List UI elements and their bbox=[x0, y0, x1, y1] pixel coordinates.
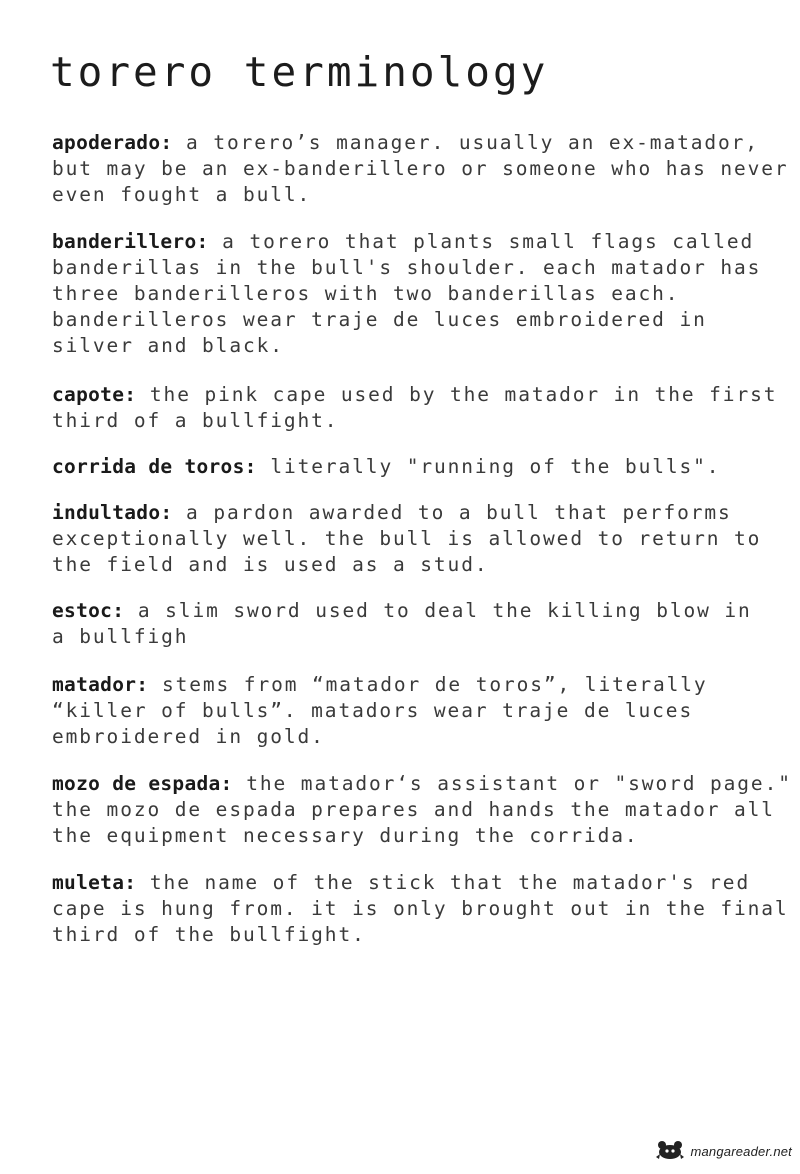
glossary-definition: a torero that plants small flags called banderillas in the bull's shoulder. each matador has three banderilleros with two banderillas each. banderilleros wear traje de luces embroidered in silver and black. bbox=[52, 230, 762, 357]
glossary-entry bbox=[52, 598, 752, 650]
glossary-entry bbox=[52, 500, 761, 578]
glossary-term: banderillero: bbox=[52, 230, 209, 253]
glossary-term: muleta: bbox=[52, 871, 137, 894]
glossary-definition: the matador‘s assistant or "sword page." the mozo de espada prepares and hands the matador all the equipment necessary during the corrida. bbox=[52, 772, 792, 847]
glossary-entry bbox=[52, 229, 761, 359]
glossary-entry bbox=[52, 870, 789, 948]
glossary-definition: a torero’s manager. usually an ex-matador, but may be an ex-banderillero or someone who has never even fought a bull. bbox=[52, 131, 789, 206]
glossary-entry bbox=[52, 771, 792, 849]
glossary-definition: literally "running of the bulls". bbox=[256, 455, 721, 478]
glossary-entry bbox=[52, 672, 708, 750]
glossary-definition: the name of the stick that the matador's red cape is hung from. it is only brought out in the final third of the bullfight. bbox=[52, 871, 789, 946]
glossary-entry bbox=[52, 130, 789, 208]
glossary-definition: stems from “matador de toros”, literally “killer of bulls”. matadors wear traje de luces embroidered in gold. bbox=[52, 673, 708, 748]
watermark-text: mangareader.net bbox=[690, 1144, 792, 1159]
glossary-term: indultado: bbox=[52, 501, 173, 524]
glossary-definition: the pink cape used by the matador in the first third of a bullfight. bbox=[52, 383, 778, 432]
page-title: torero terminology bbox=[50, 48, 549, 96]
glossary-entry bbox=[52, 382, 777, 434]
glossary-term: corrida de toros: bbox=[52, 455, 257, 478]
glossary-entry bbox=[52, 454, 720, 480]
glossary-term: matador: bbox=[52, 673, 149, 696]
glossary-term: capote: bbox=[52, 383, 137, 406]
glossary-term: estoc: bbox=[52, 599, 125, 622]
watermark bbox=[654, 1137, 792, 1166]
glossary-term: mozo de espada: bbox=[52, 772, 233, 795]
glossary-definition: a slim sword used to deal the killing blow in a bullfigh bbox=[52, 599, 752, 648]
glossary-definition: a pardon awarded to a bull that performs exceptionally well. the bull is allowed to return to the field and is used as a stud. bbox=[52, 501, 762, 576]
manga-reader-logo-icon bbox=[654, 1137, 686, 1166]
glossary-term: apoderado: bbox=[52, 131, 173, 154]
